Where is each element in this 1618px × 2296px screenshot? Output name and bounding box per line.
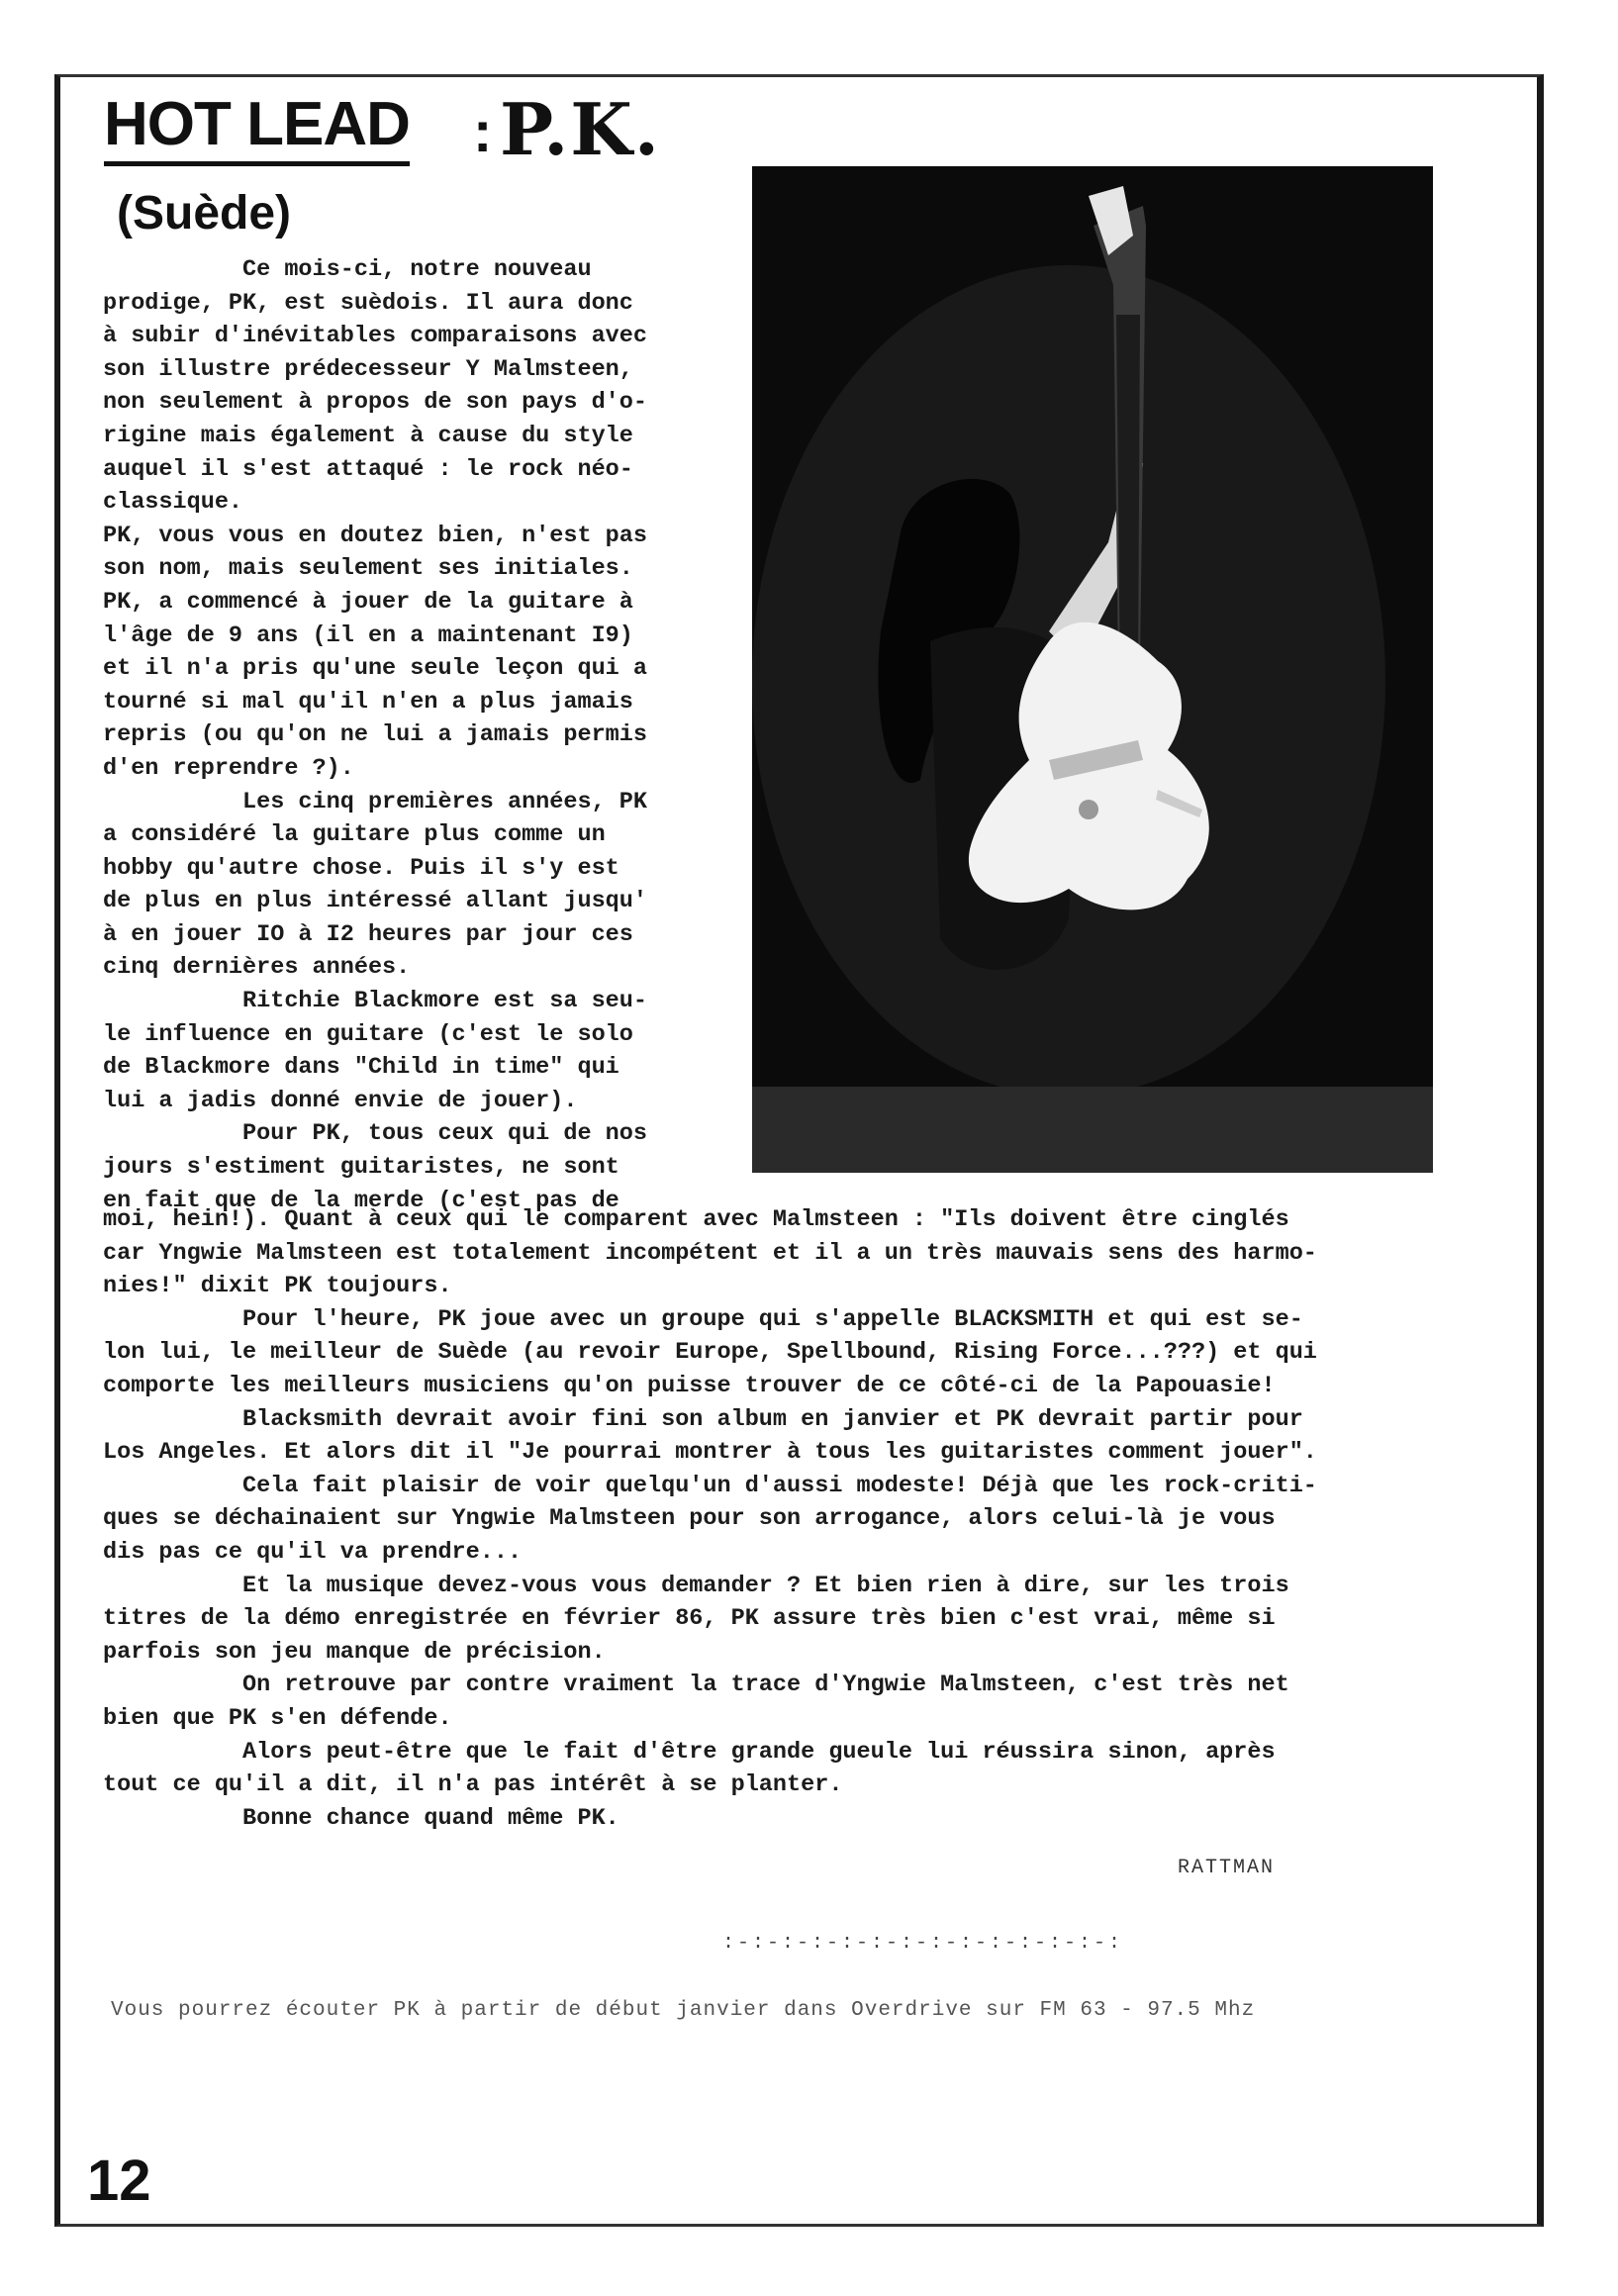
article-subtitle: (Suède)	[117, 187, 292, 239]
separator-line: :-:-:-:-:-:-:-:-:-:-:-:-:-:	[722, 1932, 1124, 1955]
radio-footer-note: Vous pourrez écouter PK à partir de début janvier dans Overdrive sur FM 63 - 97.5 Mhz	[111, 1999, 1256, 2022]
title-colon: :	[473, 100, 493, 164]
title-initials: P.K.	[500, 87, 661, 171]
author-signature: RATTMAN	[1178, 1857, 1276, 1879]
article-full-text: moi, hein!). Quant à ceux qui le comparent avec Malmsteen : "Ils doivent être cinglés car Yngwie Malmsteen est totalement incompétent et il a un très mauvais sens des harmo- nies!" dixit PK toujours. Pour l'heure, PK joue avec un groupe qui s'appelle BLACKSMITH et qui est se- lon lui, le meilleur de Suède (au revoir Europe, Spellbound, Rising Force...???) et qui comporte les meilleurs musiciens qu'on puisse trouver de ce côté-ci de la Papouasie! Blacksmith devrait avoir fini son album en janvier et PK devrait partir pour Los Angeles. Et alors dit il "Je pourrai montrer à tous les guitaristes comment jouer". Cela fait plaisir de voir quelqu'un d'aussi modeste! Déjà que les rock-criti- ques se déchainaient sur Yngwie Malmsteen pour son arrogance, alors celui-là je vous dis pas ce qu'il va prendre... Et la musique devez-vous vous demander ? Et bien rien à dire, sur les trois titres de la démo enregistrée en février 86, PK assure très bien c'est vrai, même si parfois son jeu manque de précision. On retrouve par contre vraiment la trace d'Yngwie Malmsteen, c'est très net bien que PK s'en défende. Alors peut-être que le fait d'être grande gueule lui réussira sinon, après tout ce qu'il a dit, il n'a pas intérêt à se planter. Bonne chance quand même PK.	[103, 1206, 1317, 1832]
guitarist-photo	[752, 166, 1433, 1173]
article-column-text: Ce mois-ci, notre nouveau prodige, PK, est suèdois. Il aura donc à subir d'inévitables comparaisons avec son illustre prédecesseur Y Malmsteen, non seulement à propos de son pays d'o- rigine mais également à cause du style auquel il s'est attaqué : le rock néo- classique. PK, vous vous en doutez bien, n'est pas son nom, mais seulement ses initiales. PK, a commencé à jouer de la guitare à l'âge de 9 ans (il en a maintenant I9) et il n'a pris qu'une seule leçon qui a tourné si mal qu'il n'en a plus jamais repris (ou qu'on ne lui a jamais permis d'en reprendre ?). Les cinq premières années, PK a considéré la guitare plus comme un hobby qu'autre chose. Puis il s'y est de plus en plus intéressé allant jusqu' à en jouer IO à I2 heures par jour ces cinq dernières années. Ritchie Blackmore est sa seu- le influence en guitare (c'est le solo de Blackmore dans "Child in time" qui lui a jadis donné envie de jouer). Pour PK, tous ceux qui de nos jours s'estiment guitaristes, ne sont en fait que de la merde (c'est pas de	[103, 256, 647, 1214]
title-block	[104, 90, 410, 166]
article-title: HOT LEAD	[104, 94, 410, 166]
page-number: 12	[87, 2149, 151, 2213]
guitarist-photo-illustration	[752, 166, 1433, 1173]
